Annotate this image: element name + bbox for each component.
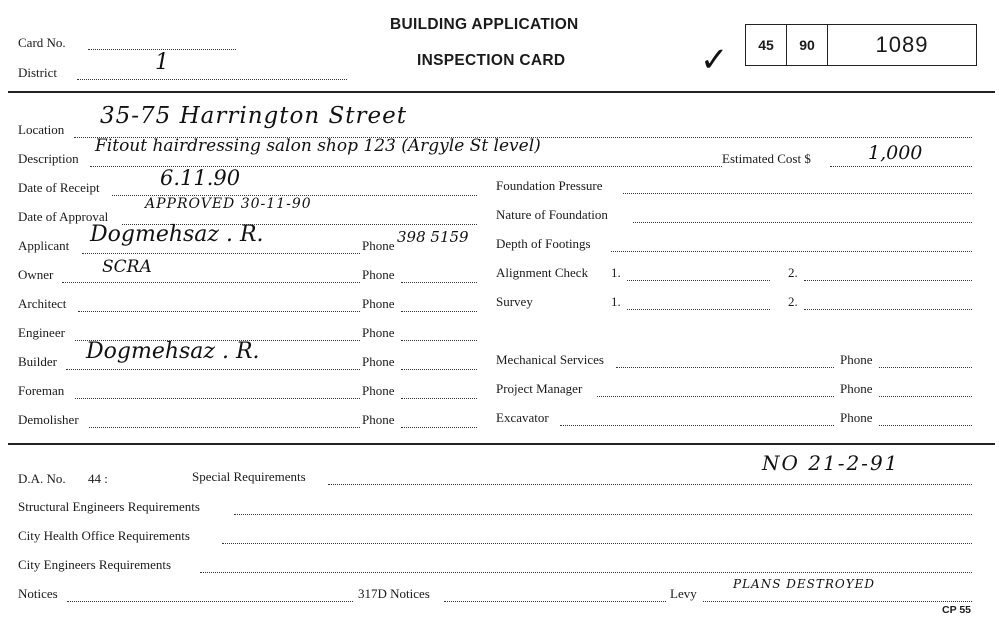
applicant-phone-value: 398 5159 — [397, 228, 469, 246]
demolisher-line — [89, 427, 360, 428]
architect-phone-label: Phone — [362, 296, 395, 311]
location-label: Location — [18, 122, 65, 137]
survey-line-2 — [804, 309, 972, 310]
district-line — [77, 79, 347, 80]
mechanical-services-phone-label: Phone — [840, 352, 873, 367]
date-of-receipt-value: 6.11.90 — [160, 166, 241, 190]
architect-label: Architect — [18, 296, 67, 311]
card-no-label: Card No. — [18, 35, 66, 50]
foundation-pressure-label: Foundation Pressure — [496, 178, 603, 193]
builder-phone-label: Phone — [362, 354, 395, 369]
card-box-1: 45 — [745, 24, 787, 66]
owner-value: SCRA — [102, 257, 152, 277]
levy-label: Levy — [670, 586, 697, 601]
architect-phone-line — [401, 311, 477, 312]
levy-line — [703, 601, 972, 602]
estimated-cost-value: 1,000 — [868, 142, 923, 164]
project-manager-line — [597, 396, 834, 397]
card-box-3: 1089 — [827, 24, 977, 66]
excavator-phone-line — [879, 425, 972, 426]
foreman-line — [75, 398, 360, 399]
owner-line — [62, 282, 360, 283]
estimated-cost-line — [830, 166, 972, 167]
demolisher-label: Demolisher — [18, 412, 79, 427]
builder-label: Builder — [18, 354, 57, 369]
survey-label: Survey — [496, 294, 533, 309]
demolisher-phone-label: Phone — [362, 412, 395, 427]
notices-317d-label: 317D Notices — [358, 586, 430, 601]
da-no-label: D.A. No. — [18, 471, 66, 486]
owner-phone-line — [401, 282, 477, 283]
notices-317d-line — [444, 601, 666, 602]
location-value: 35-75 Harrington Street — [100, 103, 407, 129]
depth-of-footings-label: Depth of Footings — [496, 236, 591, 251]
survey-line-1 — [627, 309, 770, 310]
survey-n2: 2. — [788, 294, 798, 309]
alignment-check-n2: 2. — [788, 265, 798, 280]
alignment-check-line-2 — [804, 280, 972, 281]
applicant-phone-label: Phone — [362, 238, 395, 253]
builder-phone-line — [401, 369, 477, 370]
nature-of-foundation-label: Nature of Foundation — [496, 207, 608, 222]
form-code: CP 55 — [942, 604, 971, 616]
alignment-check-line-1 — [627, 280, 770, 281]
project-manager-phone-label: Phone — [840, 381, 873, 396]
builder-value: Dogmehsaz . R. — [86, 339, 260, 364]
structural-engineers-label: Structural Engineers Requirements — [18, 499, 200, 514]
special-requirements-line — [328, 484, 972, 485]
estimated-cost-label: Estimated Cost $ — [722, 151, 811, 166]
structural-engineers-line — [234, 514, 972, 515]
title-line1: BUILDING APPLICATION — [390, 16, 579, 33]
alignment-check-label: Alignment Check — [496, 265, 589, 280]
applicant-line — [82, 253, 360, 254]
levy-value: PLANS DESTROYED — [733, 577, 876, 591]
special-requirements-value: NO 21-2-91 — [762, 451, 900, 475]
nature-of-foundation-line — [633, 222, 972, 223]
city-engineers-line — [200, 572, 972, 573]
demolisher-phone-line — [401, 427, 477, 428]
excavator-label: Excavator — [496, 410, 549, 425]
date-of-approval-value: APPROVED 30-11-90 — [145, 196, 312, 212]
notices-line — [67, 601, 353, 602]
card-box-2: 90 — [786, 24, 828, 66]
date-of-approval-label: Date of Approval — [18, 209, 109, 224]
city-health-line — [222, 543, 972, 544]
survey-n1: 1. — [611, 294, 621, 309]
applicant-label: Applicant — [18, 238, 70, 253]
engineer-label: Engineer — [18, 325, 65, 340]
architect-line — [78, 311, 360, 312]
da-no-value: 44 : — [88, 471, 108, 486]
excavator-line — [560, 425, 834, 426]
foreman-phone-line — [401, 398, 477, 399]
owner-phone-label: Phone — [362, 267, 395, 282]
check-mark-icon: ✓ — [700, 40, 729, 80]
mechanical-services-phone-line — [879, 367, 972, 368]
description-label: Description — [18, 151, 79, 166]
excavator-phone-label: Phone — [840, 410, 873, 425]
header-divider — [8, 91, 995, 93]
date-of-receipt-label: Date of Receipt — [18, 180, 100, 195]
district-value: 1 — [155, 50, 169, 75]
project-manager-phone-line — [879, 396, 972, 397]
district-label: District — [18, 65, 57, 80]
foreman-label: Foreman — [18, 383, 65, 398]
mechanical-services-label: Mechanical Services — [496, 352, 604, 367]
alignment-check-n1: 1. — [611, 265, 621, 280]
mechanical-services-line — [616, 367, 834, 368]
depth-of-footings-line — [611, 251, 972, 252]
city-health-label: City Health Office Requirements — [18, 528, 190, 543]
notices-label: Notices — [18, 586, 58, 601]
middle-divider — [8, 443, 995, 445]
owner-label: Owner — [18, 267, 54, 282]
foundation-pressure-line — [623, 193, 972, 194]
foreman-phone-label: Phone — [362, 383, 395, 398]
applicant-value: Dogmehsaz . R. — [90, 222, 264, 247]
city-engineers-label: City Engineers Requirements — [18, 557, 172, 572]
title-line2: INSPECTION CARD — [417, 52, 566, 69]
builder-line — [66, 369, 360, 370]
engineer-phone-label: Phone — [362, 325, 395, 340]
special-requirements-label: Special Requirements — [192, 469, 306, 484]
engineer-phone-line — [401, 340, 477, 341]
description-value: Fitout hairdressing salon shop 123 (Argyle St level) — [95, 136, 541, 156]
project-manager-label: Project Manager — [496, 381, 583, 396]
